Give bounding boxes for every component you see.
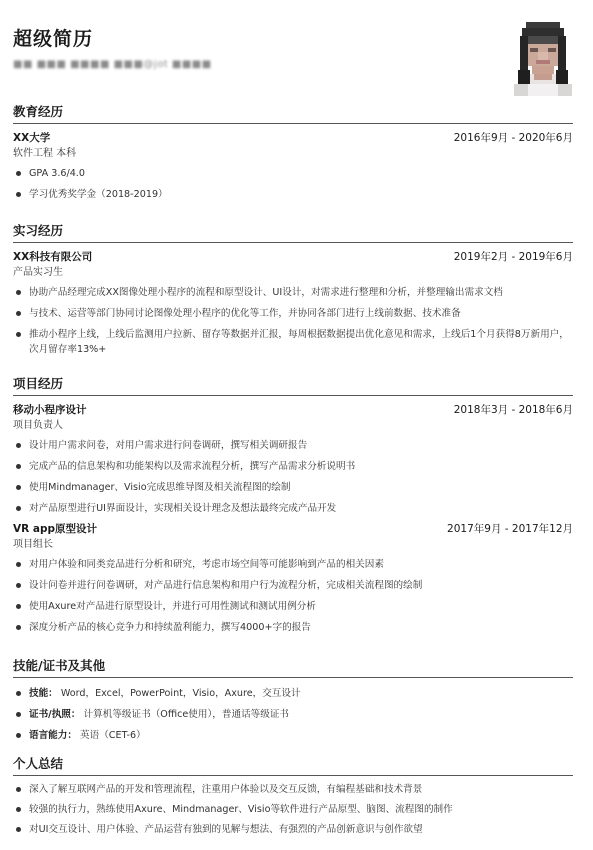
bullet-icon [16, 807, 21, 812]
section-title: 实习经历 [13, 223, 64, 238]
list-item-text: 学习优秀奖学金（2018-2019） [29, 189, 168, 200]
entry-date: 2016年9月 - 2020年6月 [453, 132, 573, 144]
skill-value: 英语（CET-6） [80, 730, 146, 741]
entry-role: 项目负责人 [13, 420, 63, 431]
list-item [13, 782, 573, 797]
list-item-text: 设计问卷并进行问卷调研，对产品进行信息架构和用户行为流程分析，完成相关流程图的绘制 [29, 580, 423, 591]
bullet-icon [16, 171, 21, 176]
list-item-text: 较强的执行力，熟练使用Axure、Mindmanager、Visio等软件进行产品原型、脑图、流程图的制作 [29, 804, 453, 815]
bullet-icon [16, 827, 21, 832]
entry-org: XX科技有限公司 [13, 251, 93, 263]
bullet-icon [16, 311, 21, 316]
list-item [13, 686, 573, 701]
list-item-text: 对产品原型进行UI界面设计，实现相关设计理念及想法最终完成产品开发 [29, 503, 337, 514]
bullet-icon [16, 787, 21, 792]
list-item [13, 327, 573, 357]
entry-org: XX大学 [13, 132, 51, 144]
skill-key: 语言能力： [29, 730, 77, 741]
list-item [13, 501, 573, 516]
list-item [13, 620, 573, 635]
skills-section [13, 658, 573, 749]
list-item [13, 578, 573, 593]
section-divider [13, 242, 573, 243]
section-title: 教育经历 [13, 104, 64, 119]
bullet-list [13, 285, 573, 357]
list-item-text: 深入了解互联网产品的开发和管理流程，注重用户体验以及交互反馈，有编程基础和技术背景 [29, 784, 423, 795]
bullet-icon [16, 506, 21, 511]
bullet-list [13, 686, 573, 743]
bullet-icon [16, 583, 21, 588]
list-item-text: 完成产品的信息架构和功能架构以及需求流程分析，撰写产品需求分析说明书 [29, 461, 356, 472]
bullet-icon [16, 562, 21, 567]
skill-value: Word，Excel，PowerPoint，Visio，Axure，交互设计 [60, 688, 301, 699]
list-item-text: GPA 3.6/4.0 [29, 168, 85, 179]
bullet-icon [16, 604, 21, 609]
entry-header [13, 403, 573, 418]
list-item [13, 728, 573, 743]
bullet-icon [16, 733, 21, 738]
section-divider [13, 775, 573, 776]
list-item [13, 802, 573, 817]
entry-date: 2018年3月 - 2018年6月 [453, 404, 573, 416]
list-item [13, 438, 573, 453]
entry-role: 产品实习生 [13, 267, 63, 278]
bullet-icon [16, 625, 21, 630]
education-section [13, 104, 573, 208]
bullet-icon [16, 443, 21, 448]
bullet-list [13, 438, 573, 516]
entry-header [13, 250, 573, 265]
list-item [13, 459, 573, 474]
list-item-text: 使用Mindmanager、Visio完成思维导图及相关流程图的绘制 [29, 482, 291, 493]
bullet-icon [16, 464, 21, 469]
bullet-icon [16, 712, 21, 717]
bullet-icon [16, 691, 21, 696]
entry-header [13, 131, 573, 146]
summary-section [13, 756, 573, 842]
candidate-name: 超级简历 [13, 28, 94, 50]
entry-org: VR app原型设计 [13, 523, 97, 535]
list-item-text: 协助产品经理完成XX图像处理小程序的流程和原型设计、UI设计，对需求进行整理和分析，并整理输出需求文档 [29, 287, 503, 298]
list-item [13, 306, 573, 321]
skill-key: 技能： [29, 688, 58, 699]
list-item [13, 557, 573, 572]
bullet-list [13, 782, 573, 837]
entry-date: 2019年2月 - 2019年6月 [453, 251, 573, 263]
bullet-icon [16, 485, 21, 490]
list-item [13, 480, 573, 495]
list-item-text: 对用户体验和同类竞品进行分析和研究，考虑市场空间等可能影响到产品的相关因素 [29, 559, 384, 570]
list-item [13, 166, 573, 181]
bullet-list [13, 166, 573, 202]
list-item-text: 推动小程序上线，上线后监测用户拉新、留存等数据并汇报，每周根据数据提出优化意见和需求，上线后1个月获得8万新用户，次月留存率13%+ [29, 329, 569, 355]
section-title: 项目经历 [13, 376, 64, 391]
list-item-text: 深度分析产品的核心竞争力和持续盈利能力，撰写4000+字的报告 [29, 622, 311, 633]
skill-key: 证书/执照： [29, 709, 81, 720]
list-item [13, 707, 573, 722]
skill-value: 计算机等级证书（Office使用），普通话等级证书 [83, 709, 290, 720]
entry-role: 软件工程 本科 [13, 148, 77, 159]
profile-photo [512, 18, 574, 96]
profile-photo-image [512, 18, 574, 96]
list-item-text: 设计用户需求问卷，对用户需求进行问卷调研，撰写相关调研报告 [29, 440, 308, 451]
list-item-text: 使用Axure对产品进行原型设计，并进行可用性测试和测试用例分析 [29, 601, 316, 612]
entry-role: 项目组长 [13, 539, 53, 550]
section-divider [13, 677, 573, 678]
entry-org: 移动小程序设计 [13, 404, 87, 416]
entry-header [13, 522, 573, 537]
list-item-text: 对UI交互设计、用户体验、产品运营有独到的见解与想法、有强烈的产品创新意识与创作欲望 [29, 824, 423, 835]
bullet-icon [16, 290, 21, 295]
section-title: 技能/证书及其他 [13, 658, 106, 673]
candidate-email: ■■ ■■■ ■■■■ ■■■@jot ■■■■ [13, 59, 212, 70]
bullet-icon [16, 192, 21, 197]
list-item [13, 187, 573, 202]
list-item [13, 285, 573, 300]
bullet-list [13, 557, 573, 635]
section-divider [13, 123, 573, 124]
internship-section [13, 223, 573, 363]
bullet-icon [16, 332, 21, 337]
projects-section [13, 376, 573, 641]
list-item-text: 与技术、运营等部门协同讨论图像处理小程序的优化等工作，并协同各部门进行上线前数据、技术准备 [29, 308, 461, 319]
section-title: 个人总结 [13, 756, 64, 771]
list-item [13, 822, 573, 837]
section-divider [13, 395, 573, 396]
list-item [13, 599, 573, 614]
entry-date: 2017年9月 - 2017年12月 [447, 523, 573, 535]
